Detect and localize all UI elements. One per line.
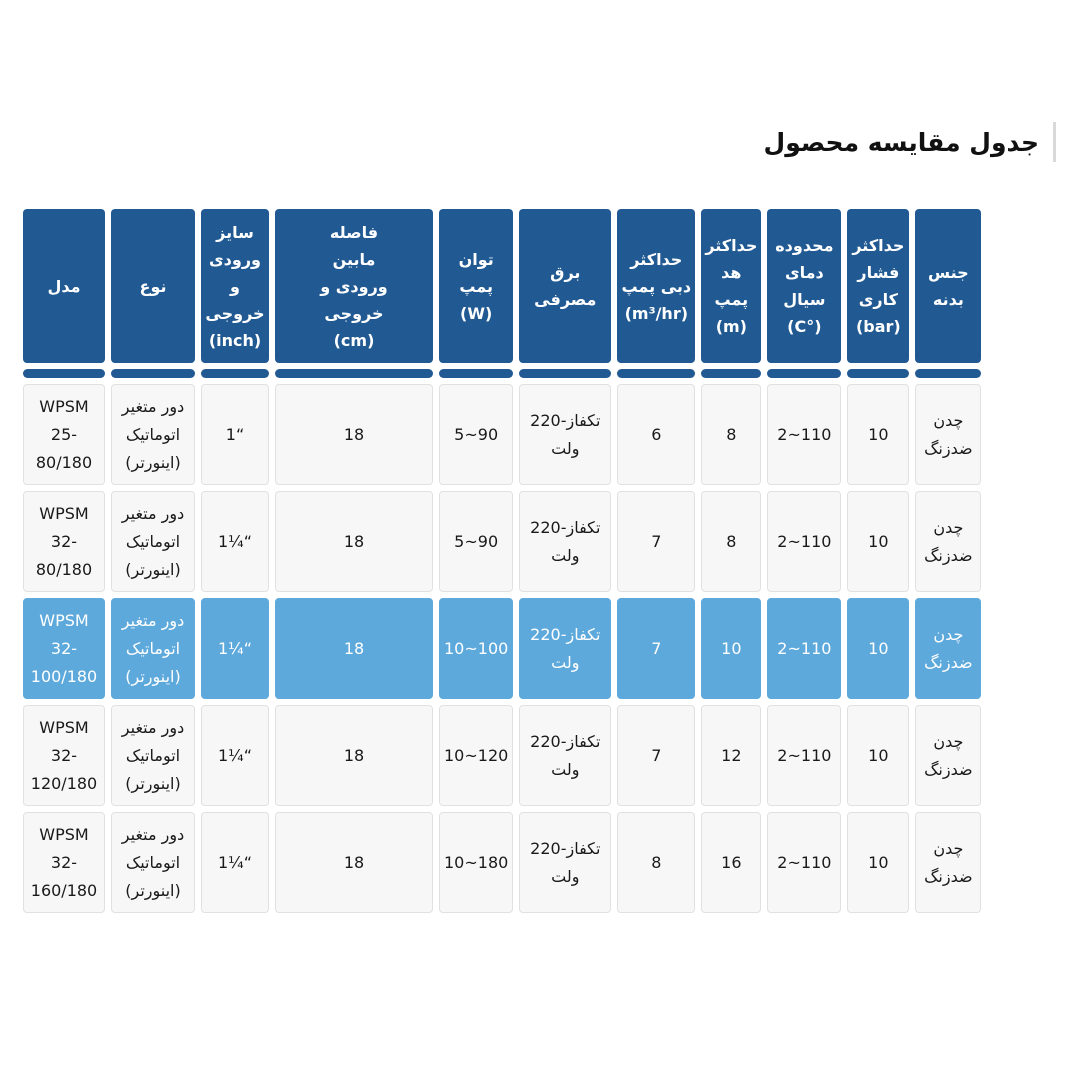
header-row — [23, 209, 981, 363]
header-max-pressure: حداکثر فشار کاری (bar) — [847, 209, 909, 363]
header-max-head: حداکثر هد پمپ (m) — [701, 209, 761, 363]
cell-power-supply: تکفاز-220 ولت — [519, 384, 611, 485]
cell-size — [201, 384, 269, 485]
cell-head: 8 — [701, 384, 761, 485]
cell-model — [23, 384, 105, 485]
cell-body: چدن ضدزنگ — [915, 705, 981, 806]
cell-temp-value: 2~110 — [777, 745, 832, 765]
cell-temp — [767, 598, 841, 699]
cell-power-value: 5~90 — [454, 424, 499, 444]
cell-temp-value: 2~110 — [777, 531, 832, 551]
cell-power-supply: تکفاز-220 ولت — [519, 705, 611, 806]
cell-model-value: WPSM 32- 80/180 — [35, 503, 93, 579]
cell-body: چدن ضدزنگ — [915, 812, 981, 913]
table-row-highlighted — [23, 598, 981, 699]
cell-type: دور متغیر اتوماتیک (اینورتر) — [111, 812, 195, 913]
cell-model — [23, 812, 105, 913]
cell-body: چدن ضدزنگ — [915, 491, 981, 592]
title-divider — [1053, 122, 1056, 162]
table-row — [23, 812, 981, 913]
header-body-material: جنس بدنه — [915, 209, 981, 363]
cell-temp — [767, 491, 841, 592]
cell-head: 12 — [701, 705, 761, 806]
cell-flow: 7 — [617, 491, 695, 592]
cell-body: چدن ضدزنگ — [915, 384, 981, 485]
cell-type: دور متغیر اتوماتیک (اینورتر) — [111, 598, 195, 699]
cell-type: دور متغیر اتوماتیک (اینورتر) — [111, 705, 195, 806]
table-row — [23, 384, 981, 485]
page-title: جدول مقایسه محصول — [763, 127, 1039, 157]
cell-model — [23, 491, 105, 592]
cell-power-value: 10~100 — [444, 638, 509, 658]
cell-power-value: 5~90 — [454, 531, 499, 551]
header-inlet-outlet-size: سایز ورودی و خروجی (inch) — [201, 209, 269, 363]
cell-power — [439, 705, 513, 806]
cell-head: 8 — [701, 491, 761, 592]
cell-model — [23, 705, 105, 806]
cell-flow: 6 — [617, 384, 695, 485]
cell-power-value: 10~180 — [444, 852, 509, 872]
cell-size-value: 1¼“ — [218, 852, 252, 872]
cell-power — [439, 491, 513, 592]
cell-size — [201, 705, 269, 806]
cell-flow: 7 — [617, 705, 695, 806]
cell-pressure: 10 — [847, 598, 909, 699]
cell-size-value: 1“ — [225, 424, 245, 444]
cell-pressure: 10 — [847, 384, 909, 485]
cell-distance: 18 — [275, 812, 433, 913]
header-model: مدل — [23, 209, 105, 363]
header-pump-power: توان پمپ (W) — [439, 209, 513, 363]
cell-temp — [767, 384, 841, 485]
cell-model-value: WPSM 25- 80/180 — [35, 396, 93, 472]
cell-size — [201, 491, 269, 592]
title-block — [764, 122, 1056, 162]
header-power-supply: برق مصرفی — [519, 209, 611, 363]
cell-flow: 7 — [617, 598, 695, 699]
cell-power-value: 10~120 — [444, 745, 509, 765]
cell-pressure: 10 — [847, 812, 909, 913]
cell-head: 16 — [701, 812, 761, 913]
cell-distance: 18 — [275, 705, 433, 806]
cell-type: دور متغیر اتوماتیک (اینورتر) — [111, 491, 195, 592]
cell-size — [201, 812, 269, 913]
cell-model-value: WPSM 32- 100/180 — [30, 610, 98, 686]
header-type: نوع — [111, 209, 195, 363]
cell-temp-value: 2~110 — [777, 852, 832, 872]
table-row — [23, 705, 981, 806]
cell-flow: 8 — [617, 812, 695, 913]
header-fluid-temp: محدوده دمای سیال (°C) — [767, 209, 841, 363]
header-separator — [23, 369, 981, 378]
cell-power — [439, 598, 513, 699]
cell-head: 10 — [701, 598, 761, 699]
cell-model-value: WPSM 32- 160/180 — [30, 824, 98, 900]
cell-distance: 18 — [275, 384, 433, 485]
cell-size-value: 1¼“ — [218, 745, 252, 765]
cell-temp — [767, 812, 841, 913]
header-inlet-outlet-distance: فاصله مابین ورودی و خروجی (cm) — [275, 209, 433, 363]
cell-power-supply: تکفاز-220 ولت — [519, 598, 611, 699]
cell-temp — [767, 705, 841, 806]
cell-type: دور متغیر اتوماتیک (اینورتر) — [111, 384, 195, 485]
cell-distance: 18 — [275, 491, 433, 592]
cell-pressure: 10 — [847, 491, 909, 592]
cell-body: چدن ضدزنگ — [915, 598, 981, 699]
cell-power — [439, 384, 513, 485]
cell-size-value: 1¼“ — [218, 531, 252, 551]
cell-temp-value: 2~110 — [777, 424, 832, 444]
cell-size-value: 1¼“ — [218, 638, 252, 658]
comparison-table — [17, 203, 987, 919]
header-max-flow: حداکثر دبی پمپ (m³/hr) — [617, 209, 695, 363]
cell-model — [23, 598, 105, 699]
cell-power — [439, 812, 513, 913]
table-row — [23, 491, 981, 592]
cell-model-value: WPSM 32- 120/180 — [30, 717, 98, 793]
cell-power-supply: تکفاز-220 ولت — [519, 491, 611, 592]
cell-distance: 18 — [275, 598, 433, 699]
cell-temp-value: 2~110 — [777, 638, 832, 658]
cell-power-supply: تکفاز-220 ولت — [519, 812, 611, 913]
cell-pressure: 10 — [847, 705, 909, 806]
cell-size — [201, 598, 269, 699]
